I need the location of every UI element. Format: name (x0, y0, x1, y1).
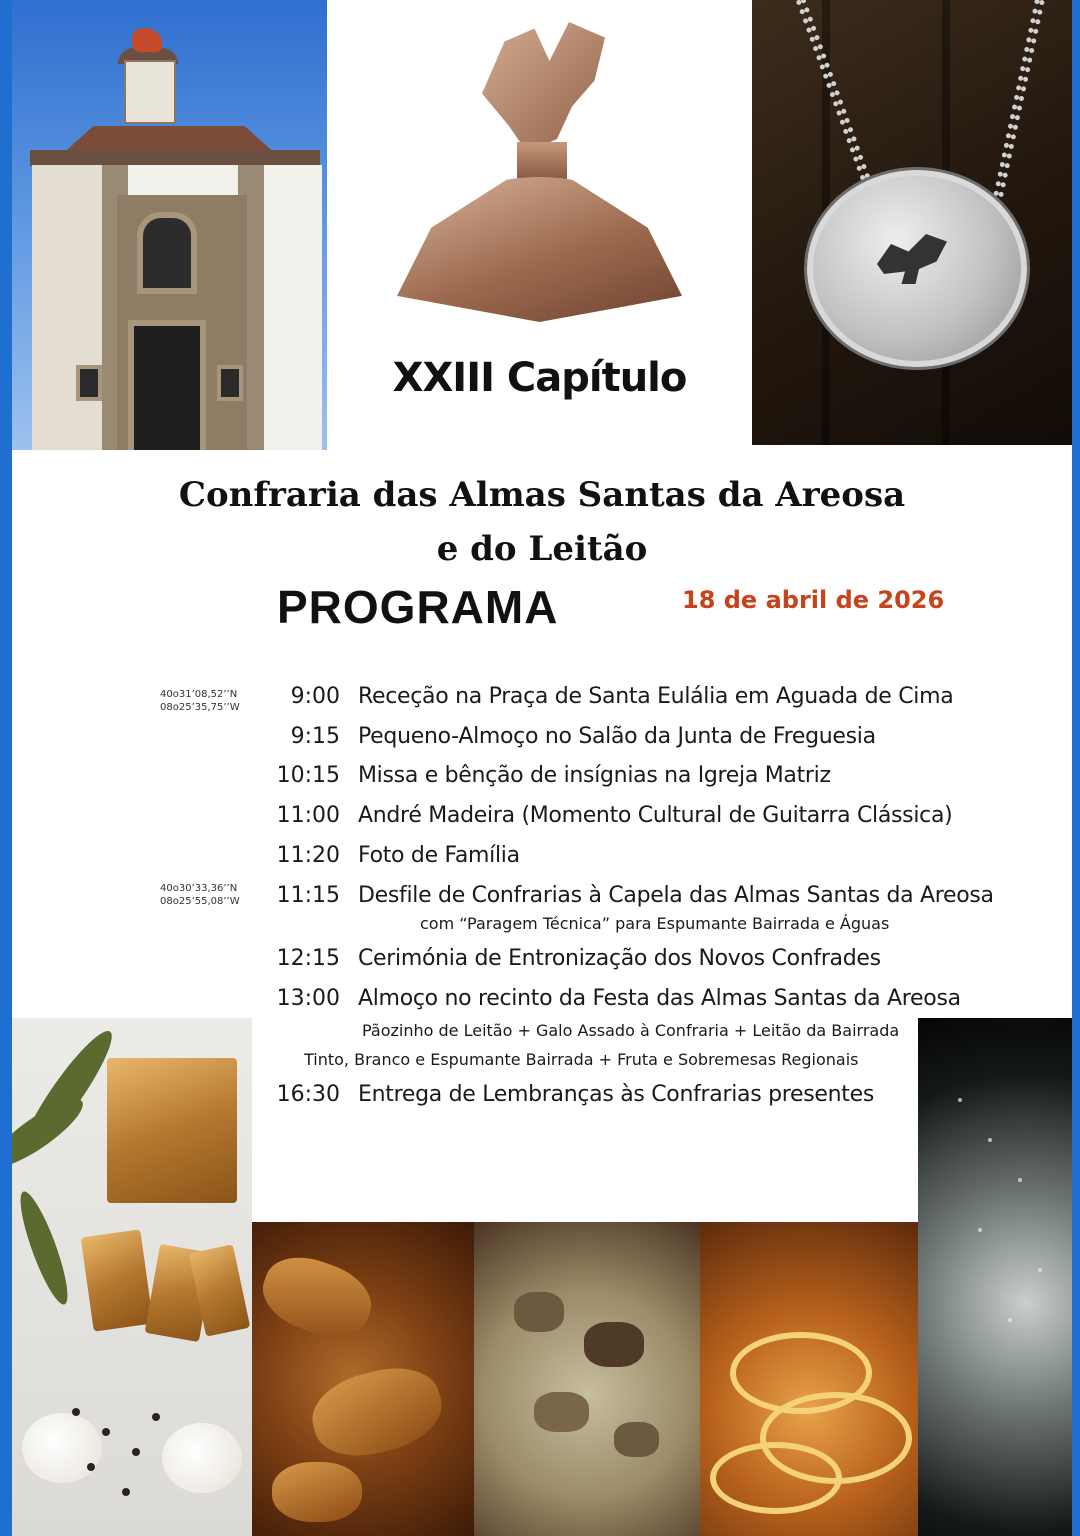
coordinates-2 (160, 882, 240, 908)
chapel-photo (12, 0, 327, 450)
schedule-text: Cerimónia de Entronização dos Novos Confrades (358, 946, 881, 971)
event-date: 18 de abril de 2026 (682, 586, 945, 614)
confraria-title-line1: Confraria das Almas Santas da Areosa (178, 475, 906, 515)
chapter-title: XXIII Capítulo (392, 355, 687, 401)
wine-glass-photo (918, 1018, 1072, 1536)
stew-photo (474, 1222, 700, 1536)
schedule-time: 16:30 (276, 1082, 340, 1107)
confraria-emblem-image (397, 22, 682, 332)
coordinates-lat: 40o30’33,36’’N (160, 883, 238, 894)
schedule-time: 9:00 (290, 684, 340, 709)
schedule-time: 11:20 (276, 843, 340, 868)
schedule-text: Desfile de Confrarias à Capela das Almas Santas da Areosa (358, 883, 994, 908)
schedule-time: 13:00 (276, 986, 340, 1011)
schedule-time: 10:15 (276, 763, 340, 788)
coordinates-lon: 08o25’35,75’’W (160, 702, 240, 713)
schedule-time: 11:15 (276, 883, 340, 908)
onion-dish-photo (700, 1222, 918, 1536)
poster (12, 0, 1072, 1536)
schedule-text: Foto de Família (358, 843, 520, 868)
schedule-text: Pequeno-Almoço no Salão da Junta de Freguesia (358, 724, 876, 749)
schedule-note: com “Paragem Técnica” para Espumante Bairrada e Águas (420, 914, 890, 933)
schedule-text: André Madeira (Momento Cultural de Guitarra Clássica) (358, 803, 953, 828)
schedule-time: 12:15 (276, 946, 340, 971)
schedule-text: Entrega de Lembranças às Confrarias presentes (358, 1082, 874, 1107)
schedule-time: 11:00 (276, 803, 340, 828)
medal-photo (752, 0, 1072, 445)
confraria-title (12, 468, 1072, 576)
coordinates-1 (160, 688, 240, 714)
schedule-note: Tinto, Branco e Espumante Bairrada + Fruta e Sobremesas Regionais (304, 1050, 859, 1069)
coordinates-lat: 40o31’08,52’’N (160, 689, 238, 700)
galo-assado-photo (252, 1222, 474, 1536)
coordinates-lon: 08o25’55,08’’W (160, 896, 240, 907)
schedule-time: 9:15 (290, 724, 340, 749)
schedule-text: Receção na Praça de Santa Eulália em Aguada de Cima (358, 684, 954, 709)
schedule-note: Pãozinho de Leitão + Galo Assado à Confraria + Leitão da Bairrada (362, 1021, 900, 1040)
schedule-text: Almoço no recinto da Festa das Almas Santas da Areosa (358, 986, 961, 1011)
leitao-photo (12, 1018, 252, 1536)
confraria-title-line2: e do Leitão (436, 529, 648, 569)
programa-heading: PROGRAMA (277, 581, 559, 633)
schedule-text: Missa e bênção de insígnias na Igreja Matriz (358, 763, 831, 788)
